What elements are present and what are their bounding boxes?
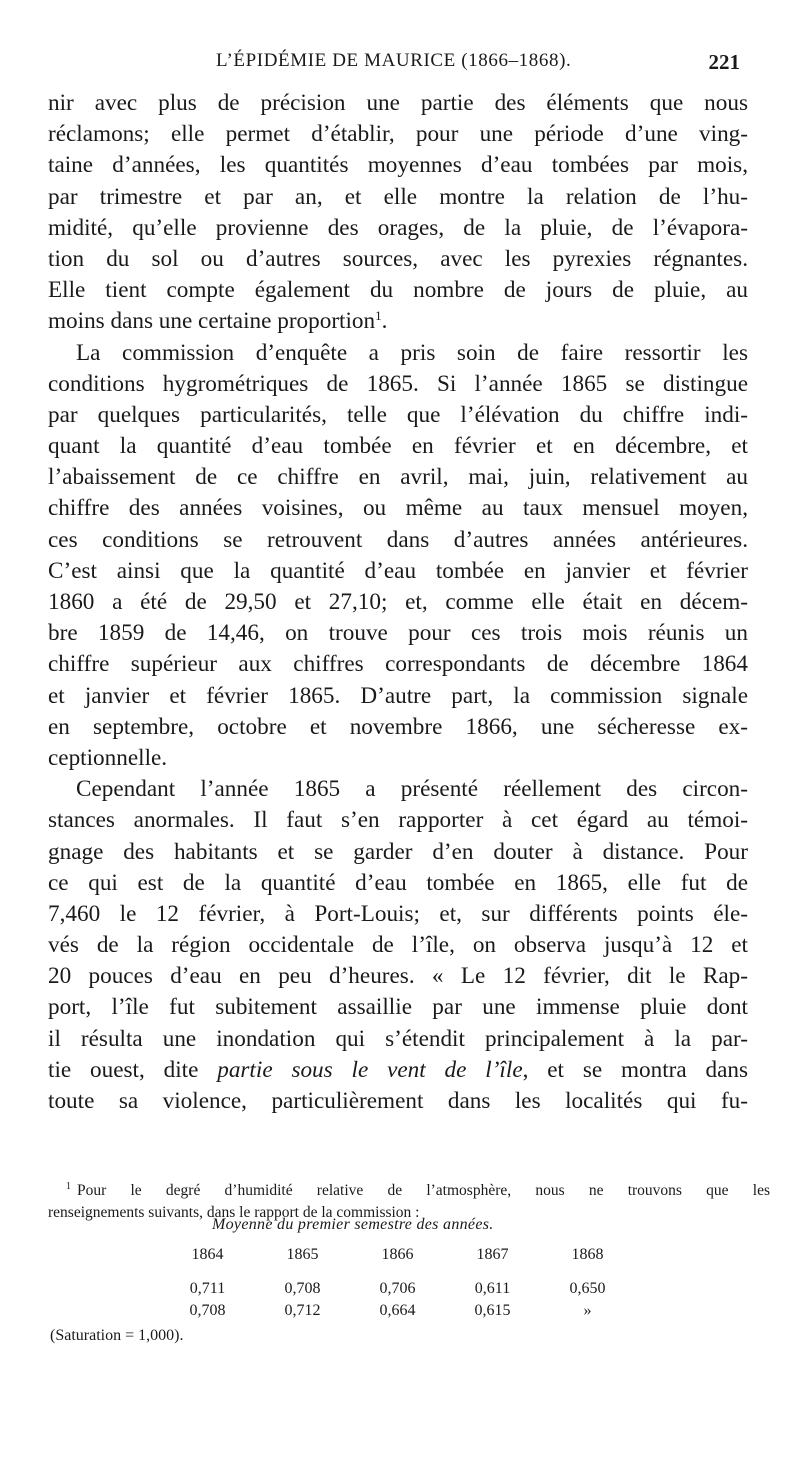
- year-header: 1865: [286, 1246, 319, 1263]
- text-line: et janvier et février 1865. D’autre part, la commission signale: [48, 682, 748, 709]
- text-line: tion du sol ou d’autres sources, avec les pyrexies régnantes.: [48, 245, 748, 272]
- text-line: bre 1859 de 14,46, on trouve pour ces trois mois réunis un: [48, 620, 748, 647]
- table-cell: 0,706: [379, 1280, 416, 1297]
- body-text: [48, 88, 748, 1117]
- text-line: quant la quantité d’eau tombée en février et en décembre, et: [48, 433, 748, 460]
- text-line: par trimestre et par an, et elle montre la relation de l’hu-: [48, 183, 748, 210]
- table-cell: 0,708: [189, 1302, 226, 1319]
- text-line: 20 pouces d’eau en peu d’heures. « Le 12 février, dit le Rap-: [48, 963, 748, 990]
- text-line: 1860 a été de 29,50 et 27,10; et, comme elle était en décem-: [48, 589, 748, 615]
- text-line: ce qui est de la quantité d’eau tombée en 1865, elle fut de: [48, 869, 748, 896]
- table-cell: 0,711: [189, 1280, 226, 1297]
- text-line: toute sa violence, particulièrement dans les localités qui fu-: [48, 1088, 748, 1114]
- text-line: [48, 306, 748, 337]
- text-line: 7,460 le 12 février, à Port-Louis; et, sur différents points éle-: [48, 900, 748, 927]
- table-cell: 0,664: [379, 1302, 416, 1319]
- text-segment: Pour le degré d’humidité relative de l’atmosphère, nous ne trouvons que les: [77, 1182, 770, 1199]
- text-line: en septembre, octobre et novembre 1866, une sécheresse ex-: [48, 713, 748, 740]
- table-title: Moyenne du premier semestre des années.: [212, 1216, 494, 1233]
- text-line: stances anormales. Il faut s’en rapporter à cet égard au témoi-: [48, 807, 748, 834]
- text-segment: moins dans une certaine proportion: [48, 308, 376, 335]
- text-line: gnage des habitants et se garder d’en douter à distance. Pour: [48, 838, 748, 865]
- text-line: ceptionnelle.: [48, 744, 168, 771]
- text-line: par quelques particularités, telle que l’élévation du chiffre indi-: [48, 401, 748, 428]
- table-row: [160, 1300, 635, 1322]
- text-line: réclamons; elle permet d’établir, pour une période d’une ving-: [48, 121, 748, 148]
- year-header: 1866: [381, 1246, 414, 1263]
- table-cell: 0,650: [569, 1280, 606, 1297]
- text-line: il résulta une inondation qui s’étendit principalement à la par-: [48, 1025, 748, 1052]
- text-line: C’est ainsi que la quantité d’eau tombée en janvier et février: [48, 557, 748, 584]
- table-cell: 0,712: [284, 1302, 321, 1319]
- text-segment: tie ouest, dite: [48, 1056, 199, 1083]
- text-line: conditions hygrométriques de 1865. Si l’année 1865 se distingue: [48, 370, 748, 397]
- table-cell: 0,615: [474, 1302, 511, 1319]
- page-header: [48, 50, 740, 78]
- text-line: Cependant l’année 1865 a présenté réellement des circon-: [76, 776, 748, 803]
- saturation-note: (Saturation = 1,000).: [50, 1327, 184, 1344]
- italic-phrase: partie sous le vent de l’île: [217, 1056, 523, 1083]
- text-line: chiffre des années voisines, ou même au taux mensuel moyen,: [48, 495, 748, 522]
- text-line: vés de la région occidentale de l’île, on observa jusqu’à 12 et: [48, 932, 748, 959]
- year-header: 1867: [476, 1246, 509, 1263]
- text-line: midité, qu’elle provienne des orages, de la pluie, de l’évapora-: [48, 214, 748, 241]
- text-line: ces conditions se retrouvent dans d’autres années antérieures.: [48, 526, 748, 553]
- footnote-reference[interactable]: 1: [375, 308, 382, 324]
- year-header: 1868: [571, 1246, 604, 1263]
- table-row: [160, 1278, 635, 1300]
- text-segment: , et se montra dans: [522, 1056, 749, 1083]
- text-line: taine d’années, les quantités moyennes d’eau tombées par mois,: [48, 152, 748, 179]
- text-line: chiffre supérieur aux chiffres correspondants de décembre 1864: [48, 651, 748, 678]
- table-cell: »: [583, 1302, 592, 1319]
- table-header-row: [160, 1246, 635, 1278]
- footnote-line: [48, 1180, 770, 1202]
- footnote-mark: 1: [66, 1181, 71, 1192]
- humidity-table: [160, 1246, 635, 1322]
- text-segment: .: [381, 308, 388, 335]
- footnote-line: renseignements suivants, dans le rapport de la commission :: [48, 1204, 420, 1221]
- text-line: [48, 1055, 748, 1086]
- table-cell: 0,611: [474, 1280, 511, 1297]
- text-line: l’abaissement de ce chiffre en avril, mai, juin, relativement au: [48, 464, 748, 491]
- year-header: 1864: [191, 1246, 224, 1263]
- running-head: L’ÉPIDÉMIE DE MAURICE (1866–1868).: [216, 50, 572, 71]
- text-line: port, l’île fut subitement assaillie par une immense pluie dont: [48, 994, 748, 1021]
- text-line: nir avec plus de précision une partie des éléments que nous: [48, 90, 748, 116]
- table-cell: 0,708: [284, 1280, 321, 1297]
- text-line: La commission d’enquête a pris soin de faire ressortir les: [76, 339, 748, 366]
- page-number: 221: [708, 50, 740, 74]
- text-line: Elle tient compte également du nombre de jours de pluie, au: [48, 277, 748, 304]
